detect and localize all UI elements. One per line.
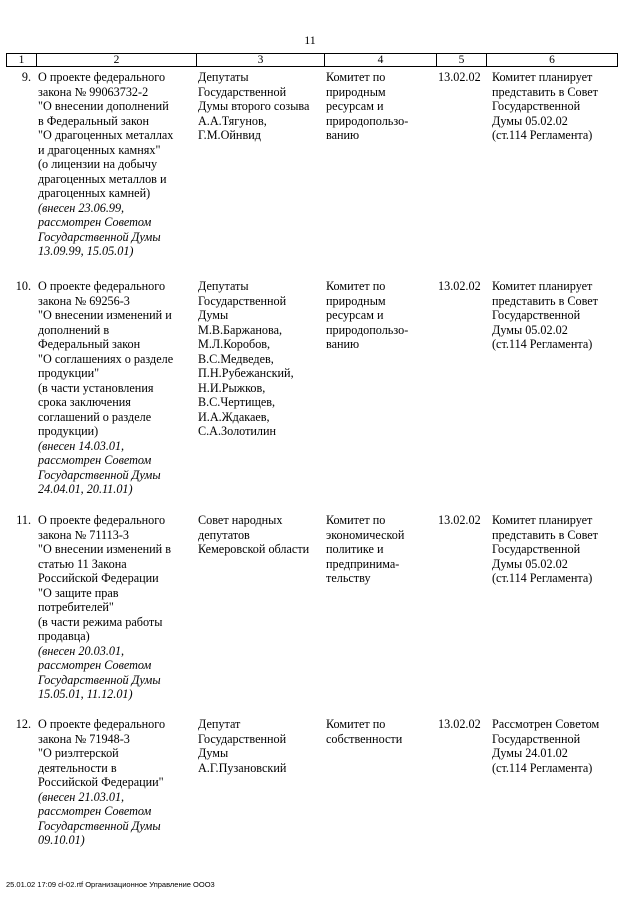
status-note-line: Государственной <box>492 731 581 746</box>
committee-line: экономической <box>326 527 405 542</box>
bill-title-line: потребителей" <box>38 600 114 614</box>
bill-title-line: закона № 71113-3 <box>38 527 129 542</box>
author-line: В.С.Чертищев, <box>198 395 276 409</box>
status-note-line: (ст.114 Регламента) <box>492 760 593 775</box>
committee-line: Комитет по <box>326 513 386 527</box>
committee-line: собственности <box>326 731 403 746</box>
author-line: депутатов <box>198 527 250 542</box>
bill-title-line: драгоценных камней) <box>38 186 151 200</box>
committee-line: природопользо- <box>326 322 409 337</box>
bill-title-line: дополнений в <box>38 322 110 337</box>
bill-title-line: "О внесении дополнений <box>38 99 169 113</box>
status-note-line: Комитет планирует <box>492 513 593 527</box>
row-number: 10. <box>15 279 31 293</box>
column-header-row <box>6 53 618 67</box>
column-header-4: 4 <box>325 54 437 67</box>
bill-title-line: О проекте федерального <box>38 717 166 731</box>
bill-history-line: Государственной Думы <box>38 672 161 687</box>
status-note-line: (ст.114 Регламента) <box>492 571 593 585</box>
bill-title-line: (о лицензии на добычу <box>38 157 158 171</box>
committee-line: природным <box>326 293 386 308</box>
bill-title-line: срока заключения <box>38 395 131 409</box>
author-line: А.Г.Пузановский <box>198 760 287 775</box>
author-line: Н.И.Рыжков, <box>198 380 266 395</box>
column-header-1: 1 <box>7 54 37 67</box>
bill-history-line: (внесен 23.06.99, <box>38 200 125 215</box>
author-line: Думы <box>198 308 229 322</box>
bill-title-line: драгоценных металлов и <box>38 171 167 186</box>
bill-title-line: "О риэлтерской <box>38 746 119 760</box>
bill-title-line: (в части установления <box>38 380 154 395</box>
author-line: М.Л.Коробов, <box>198 337 271 351</box>
document-footer: 25.01.02 17:09 cl-02.rtf Организационное Управление ООО3 <box>6 880 215 889</box>
status-note-line: (ст.114 Регламента) <box>492 337 593 351</box>
author-line: Государственной <box>198 84 287 99</box>
bill-title-line: Федеральный закон <box>38 337 141 351</box>
bill-history-line: Государственной Думы <box>38 229 161 244</box>
status-note-line: Думы 05.02.02 <box>492 113 568 128</box>
status-note-line: представить в Совет <box>492 293 599 308</box>
bill-authors <box>198 717 326 775</box>
review-date: 13.02.02 <box>438 70 481 84</box>
bill-title-line: О проекте федерального <box>38 513 166 527</box>
status-note-line: Думы 05.02.02 <box>492 556 568 571</box>
bill-history-line: рассмотрен Советом <box>38 804 152 818</box>
responsible-committee <box>326 513 436 586</box>
column-header-3: 3 <box>197 54 325 67</box>
status-note-line: представить в Совет <box>492 527 599 542</box>
responsible-committee <box>326 717 436 746</box>
bill-title-line: и драгоценных камнях" <box>38 142 161 157</box>
author-line: Государственной <box>198 293 287 308</box>
bill-title-line: Российской Федерации <box>38 571 159 585</box>
status-note <box>492 513 620 586</box>
author-line: Думы второго созыва <box>198 99 310 113</box>
author-line: Кемеровской области <box>198 542 310 556</box>
bill-title-line: (в части режима работы <box>38 614 163 629</box>
bill-title-line: соглашений о разделе <box>38 409 152 424</box>
committee-line: ресурсам и <box>326 99 384 113</box>
row-number: 12. <box>15 717 31 731</box>
author-line: Депутаты <box>198 70 249 84</box>
author-line: Совет народных <box>198 513 283 527</box>
bill-title-line: в Федеральный закон <box>38 113 149 128</box>
bill-title-line: закона № 99063732-2 <box>38 84 149 99</box>
bill-title-line: продукции" <box>38 366 100 380</box>
bill-title <box>38 279 188 497</box>
bill-history-line: (внесен 14.03.01, <box>38 438 125 453</box>
review-date: 13.02.02 <box>438 717 481 731</box>
committee-line: Комитет по <box>326 717 386 731</box>
bill-history-line: 09.10.01) <box>38 833 85 847</box>
status-note-line: Государственной <box>492 542 581 556</box>
bill-history-line: (внесен 20.03.01, <box>38 643 125 658</box>
bill-authors <box>198 279 326 439</box>
status-note-line: представить в Совет <box>492 84 599 99</box>
bill-title <box>38 513 188 702</box>
bill-history-line: рассмотрен Советом <box>38 658 152 672</box>
author-line: С.А.Золотилин <box>198 424 277 438</box>
author-line: В.С.Медведев, <box>198 351 274 366</box>
bill-title-line: О проекте федерального <box>38 279 166 293</box>
bill-title-line: продукции) <box>38 424 99 438</box>
status-note-line: Комитет планирует <box>492 70 593 84</box>
status-note-line: Комитет планирует <box>492 279 593 293</box>
bill-authors <box>198 70 326 143</box>
committee-line: ванию <box>326 128 360 142</box>
column-header-2: 2 <box>37 54 197 67</box>
bill-title-line: "О соглашениях о разделе <box>38 351 174 366</box>
bill-history-line: рассмотрен Советом <box>38 453 152 467</box>
committee-line: политике и <box>326 542 384 556</box>
author-line: П.Н.Рубежанский, <box>198 366 294 380</box>
author-line: М.В.Баржанова, <box>198 322 283 337</box>
responsible-committee <box>326 70 436 143</box>
committee-line: ванию <box>326 337 360 351</box>
author-line: И.А.Ждакаев, <box>198 409 270 424</box>
author-line: А.А.Тягунов, <box>198 113 267 128</box>
bill-title-line: деятельности в <box>38 760 117 775</box>
author-line: Депутат <box>198 717 241 731</box>
bill-history-line: 15.05.01, 11.12.01) <box>38 687 133 701</box>
bill-history-line: 24.04.01, 20.11.01) <box>38 482 133 496</box>
committee-line: ресурсам и <box>326 308 384 322</box>
bill-history-line: (внесен 21.03.01, <box>38 789 125 804</box>
committee-line: природным <box>326 84 386 99</box>
status-note-line: (ст.114 Регламента) <box>492 128 593 142</box>
column-header-5: 5 <box>437 54 487 67</box>
bill-history-line: Государственной Думы <box>38 467 161 482</box>
bill-title-line: "О драгоценных металлах <box>38 128 174 142</box>
status-note-line: Думы 24.01.02 <box>492 746 568 760</box>
author-line: Думы <box>198 746 229 760</box>
page-number: 11 <box>304 33 316 47</box>
status-note <box>492 279 620 352</box>
status-note-line: Государственной <box>492 308 581 322</box>
review-date: 13.02.02 <box>438 279 481 293</box>
row-number: 11. <box>16 513 31 527</box>
responsible-committee <box>326 279 436 352</box>
bill-authors <box>198 513 326 557</box>
review-date: 13.02.02 <box>438 513 481 527</box>
bill-title <box>38 717 188 848</box>
status-note-line: Государственной <box>492 99 581 113</box>
column-header-6: 6 <box>487 54 618 67</box>
bill-title-line: О проекте федерального <box>38 70 166 84</box>
bill-title-line: "О защите прав <box>38 585 119 600</box>
bill-title-line: продавца) <box>38 629 90 643</box>
committee-line: тельству <box>326 571 371 585</box>
bill-title-line: статью 11 Закона <box>38 556 127 571</box>
bill-title-line: закона № 71948-3 <box>38 731 130 746</box>
bill-history-line: Государственной Думы <box>38 818 161 833</box>
bill-title-line: Российской Федерации" <box>38 775 164 789</box>
bill-title-line: закона № 69256-3 <box>38 293 130 308</box>
bill-history-line: рассмотрен Советом <box>38 215 152 229</box>
row-number: 9. <box>21 70 31 84</box>
status-note-line: Думы 05.02.02 <box>492 322 568 337</box>
bill-history-line: 13.09.99, 15.05.01) <box>38 244 134 258</box>
committee-line: природопользо- <box>326 113 409 128</box>
status-note <box>492 717 620 775</box>
status-note-line: Рассмотрен Советом <box>492 717 600 731</box>
status-note <box>492 70 620 143</box>
bill-title-line: "О внесении изменений и <box>38 308 172 322</box>
bill-title <box>38 70 188 259</box>
committee-line: Комитет по <box>326 70 386 84</box>
committee-line: Комитет по <box>326 279 386 293</box>
bill-title-line: "О внесении изменений в <box>38 542 171 556</box>
author-line: Г.М.Ойнвид <box>198 128 261 142</box>
author-line: Депутаты <box>198 279 249 293</box>
committee-line: предпринима- <box>326 556 400 571</box>
author-line: Государственной <box>198 731 287 746</box>
